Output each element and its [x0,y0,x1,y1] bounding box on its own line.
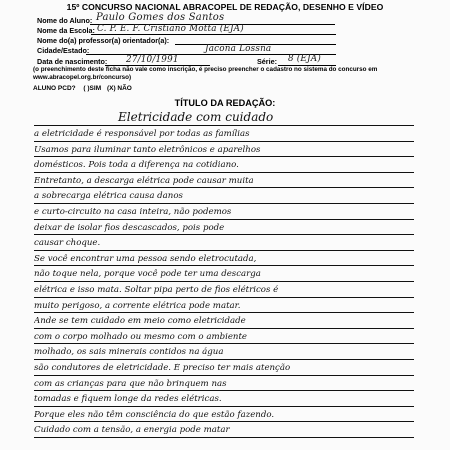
contest-title: 15º CONCURSO NACIONAL ABRACOPEL DE REDAÇÃO, DESENHO E VÍDEO [66,2,384,12]
pcd-no-option: NÃO [117,85,132,92]
ruled-line [34,203,414,204]
essay-line: molhado, os sais minerais contidos na água [34,347,224,358]
essay-line: muito perigoso, a corrente elétrica pode matar. [34,300,241,311]
notice-line-1: (o preenchimento deste ficha não vale como inscrição, é preciso preencher o cadastro no sistema do concurso em [33,66,378,73]
pcd-question [33,85,132,92]
pcd-label: ALUNO PCD? [33,85,76,92]
pcd-no-mark[interactable]: (X) [106,85,116,92]
school-label: Nome da Escola: [37,26,95,35]
essay-section-title: TÍTULO DA REDAÇÃO: [174,98,276,108]
ruled-line [34,281,414,282]
ruled-line [34,390,414,391]
city-label: Cidade/Estado: [37,46,90,55]
essay-line: e curto-circuito na casa inteira, não podemos [34,207,232,217]
ruled-line [34,219,414,220]
essay-line: Ande se tem cuidado em meio como eletricidade [34,316,246,327]
student-name-value: Paulo Gomes dos Santos [96,12,225,23]
essay-line: Entretanto, a descarga elétrica pode causar muita [34,175,254,186]
pcd-yes-option[interactable]: ( )SIM [83,85,102,92]
essay-line: Cuidado com a tensão, a energia pode matar [34,425,230,436]
ruled-line [34,343,414,344]
school-value: C. P. E. F. Cristiano Motta (EJA) [97,24,244,34]
ruled-line [34,375,414,376]
essay-line: a eletricidade é responsável por todas as famílias [34,129,250,139]
ruled-line [34,125,414,126]
ruled-line [34,312,414,313]
ruled-line [34,359,414,360]
grade-label: Série: [257,57,277,66]
ruled-line [34,234,414,235]
ruled-line [34,156,414,157]
essay-line: deixar de isolar fios descascados, pois pode [34,222,225,233]
ruled-line [34,297,414,298]
ruled-line [34,250,414,251]
essay-line: domésticos. Pois toda a diferença na cotidiano. [34,160,239,171]
ruled-line [34,437,414,438]
birth-label: Data de nascimento: [37,57,108,66]
birth-value: 27/10/1991 [126,55,179,65]
ruled-line [34,328,414,329]
essay-line: com o corpo molhado ou mesmo com o ambiente [34,331,248,342]
essay-line: elétrica e isso mata. Soltar pipa perto de fios elétricos é [34,285,279,295]
essay-title: Eletricidade com cuidado [118,110,274,124]
ruled-line [34,141,414,142]
teacher-label: Nome do(a) professor(a) orientador(a): [37,36,170,45]
essay-line: Porque eles não têm consciência do que estão fazendo. [34,409,275,420]
essay-line: com as crianças para que não brinquem nas [34,378,227,389]
essay-line: Se você encontrar uma pessoa sendo eletrocutada, [34,253,257,264]
student-name-label: Nome do Aluno: [37,16,93,25]
essay-line: causar choque. [34,238,101,249]
essay-line: são condutores de eletricidade. É preciso ter mais atenção [34,363,291,373]
essay-line: tomadas e fiquem longe da redes elétricas. [34,394,222,405]
ruled-line [34,421,414,422]
essay-line: não toque nela, porque você pode ter uma descarga [34,269,261,280]
city-value: Jacona Lossna [205,44,272,54]
ruled-line [34,172,414,173]
essay-line: Usamos para iluminar tanto eletrônicos e aparelhos [34,144,261,155]
grade-value: 8 (EJA) [288,54,321,64]
ruled-line [34,187,414,188]
essay-line: a sobrecarga elétrica causa danos [34,191,183,202]
registration-notice [33,66,443,82]
ruled-line [34,406,414,407]
school-line [91,34,336,35]
ruled-line [34,265,414,266]
notice-line-2: www.abracopel.org.br/concurso) [33,74,132,82]
